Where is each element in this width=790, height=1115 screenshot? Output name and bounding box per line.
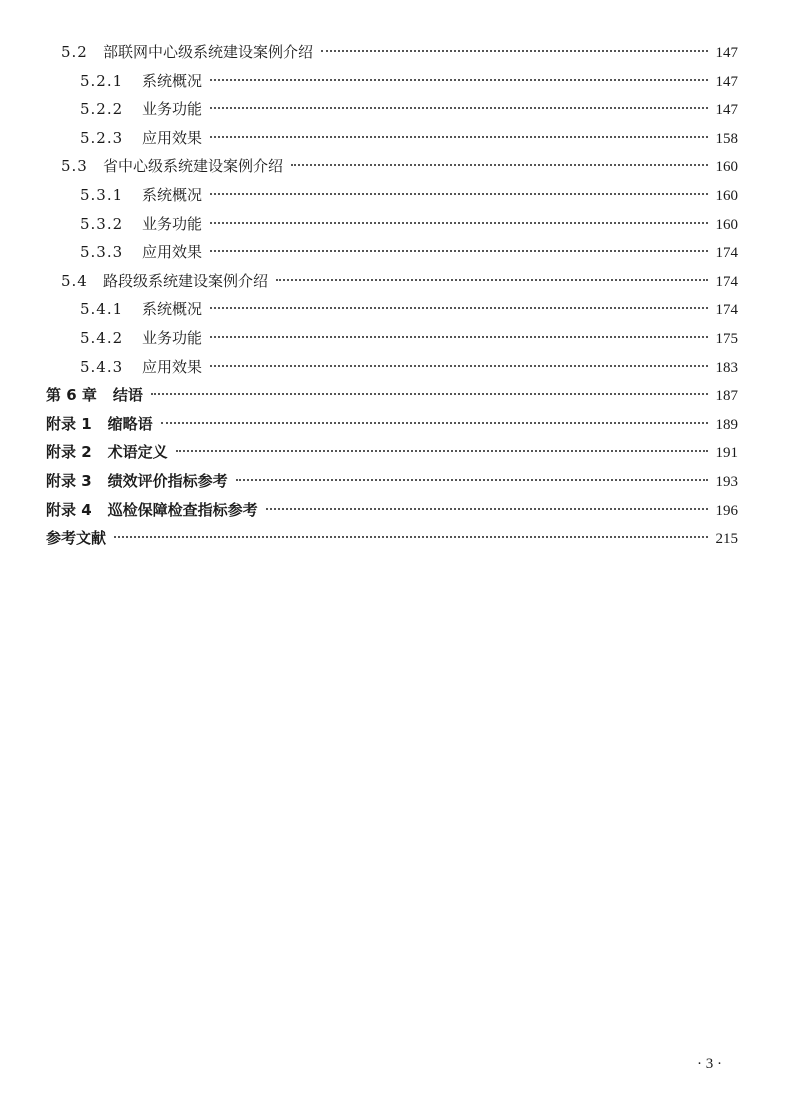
dot-leader [210,365,707,367]
toc-entry-number: 5.4 [61,271,88,290]
toc-entry-title: 业务功能 [142,214,203,233]
dot-leader [176,450,708,452]
toc-entry-number: 5.3.1 [80,185,124,204]
toc-entry-number: 5.2.2 [80,100,124,119]
toc-entry[interactable] [0,381,790,410]
toc-entry-page: 196 [715,502,738,519]
toc-entry-title: 巡检保障检查指标参考 [107,500,258,519]
dot-leader [210,336,707,338]
toc-entry-number: 5.4.1 [80,300,124,319]
dot-leader [210,79,707,81]
toc-entry-number: 5.3 [61,157,88,176]
toc-entry-page: 174 [715,245,738,262]
toc-entry[interactable] [0,210,790,239]
toc-entry[interactable] [0,295,790,324]
dot-leader [276,279,707,281]
table-of-contents [0,38,790,553]
toc-entry-title: 省中心级系统建设案例介绍 [103,157,284,176]
toc-entry-number: 5.4.2 [80,328,124,347]
toc-entry[interactable] [0,67,790,96]
toc-entry[interactable] [0,496,790,525]
toc-entry-page: 174 [715,273,738,290]
toc-entry-number: 附录 4 [46,500,92,519]
toc-entry-number: 附录 2 [46,443,92,462]
toc-entry-page: 191 [715,445,738,462]
toc-entry-title: 应用效果 [142,243,203,262]
toc-entry[interactable] [0,524,790,553]
toc-entry-number: 第 6 章 [46,386,97,405]
toc-entry-title: 缩略语 [107,414,153,433]
toc-entry-title: 系统概况 [142,185,203,204]
toc-entry[interactable] [0,38,790,67]
toc-entry[interactable] [0,181,790,210]
toc-entry-title: 绩效评价指标参考 [107,471,228,490]
toc-entry-number: 附录 3 [46,471,92,490]
page-number: · 3 · [697,1056,722,1072]
toc-entry-title: 参考文献 [46,529,107,548]
toc-entry-page: 147 [715,102,738,119]
toc-entry-page: 183 [715,359,738,376]
toc-entry[interactable] [0,438,790,467]
toc-entry-page: 189 [715,416,738,433]
dot-leader [210,250,707,252]
toc-entry[interactable] [0,353,790,382]
dot-leader [210,222,707,224]
toc-entry-page: 160 [715,187,738,204]
toc-entry-number: 5.2.1 [80,71,124,90]
toc-entry-number: 5.4.3 [80,357,124,376]
toc-entry-title: 系统概况 [142,71,203,90]
toc-entry-page: 215 [715,531,738,548]
toc-entry[interactable] [0,410,790,439]
dot-leader [266,508,708,510]
toc-entry-page: 147 [715,73,738,90]
toc-entry-number: 5.3.2 [80,214,124,233]
toc-entry-page: 175 [715,330,738,347]
toc-entry-title: 结语 [112,386,143,405]
toc-entry-title: 业务功能 [142,328,203,347]
toc-entry-page: 160 [715,159,738,176]
toc-entry[interactable] [0,152,790,181]
toc-entry-number: 5.2 [61,43,88,61]
dot-leader [291,164,707,166]
toc-entry-title: 业务功能 [142,100,203,119]
toc-entry-page: 158 [715,130,738,147]
toc-entry[interactable] [0,267,790,296]
toc-entry-title: 系统概况 [142,300,203,319]
dot-leader [161,422,708,424]
toc-entry-title: 应用效果 [142,357,203,376]
toc-entry-page: 193 [715,473,738,490]
toc-entry[interactable] [0,95,790,124]
toc-entry-page: 160 [715,216,738,233]
toc-entry-title: 术语定义 [107,443,168,462]
dot-leader [114,536,707,538]
toc-entry[interactable] [0,124,790,153]
toc-entry-title: 路段级系统建设案例介绍 [103,271,269,290]
toc-entry-number: 5.2.3 [80,128,124,147]
dot-leader [236,479,708,481]
toc-entry[interactable] [0,324,790,353]
toc-entry[interactable] [0,238,790,267]
toc-entry-number: 附录 1 [46,414,92,433]
toc-entry-number: 5.3.3 [80,243,124,262]
toc-entry-title: 应用效果 [142,128,203,147]
dot-leader [210,193,707,195]
dot-leader [210,136,707,138]
dot-leader [321,50,707,52]
dot-leader [210,107,707,109]
toc-entry-page: 187 [715,388,738,405]
dot-leader [151,393,708,395]
toc-entry[interactable] [0,467,790,496]
dot-leader [210,307,707,309]
toc-entry-title: 部联网中心级系统建设案例介绍 [103,43,314,61]
toc-entry-page: 174 [715,302,738,319]
toc-entry-page: 147 [715,45,738,61]
